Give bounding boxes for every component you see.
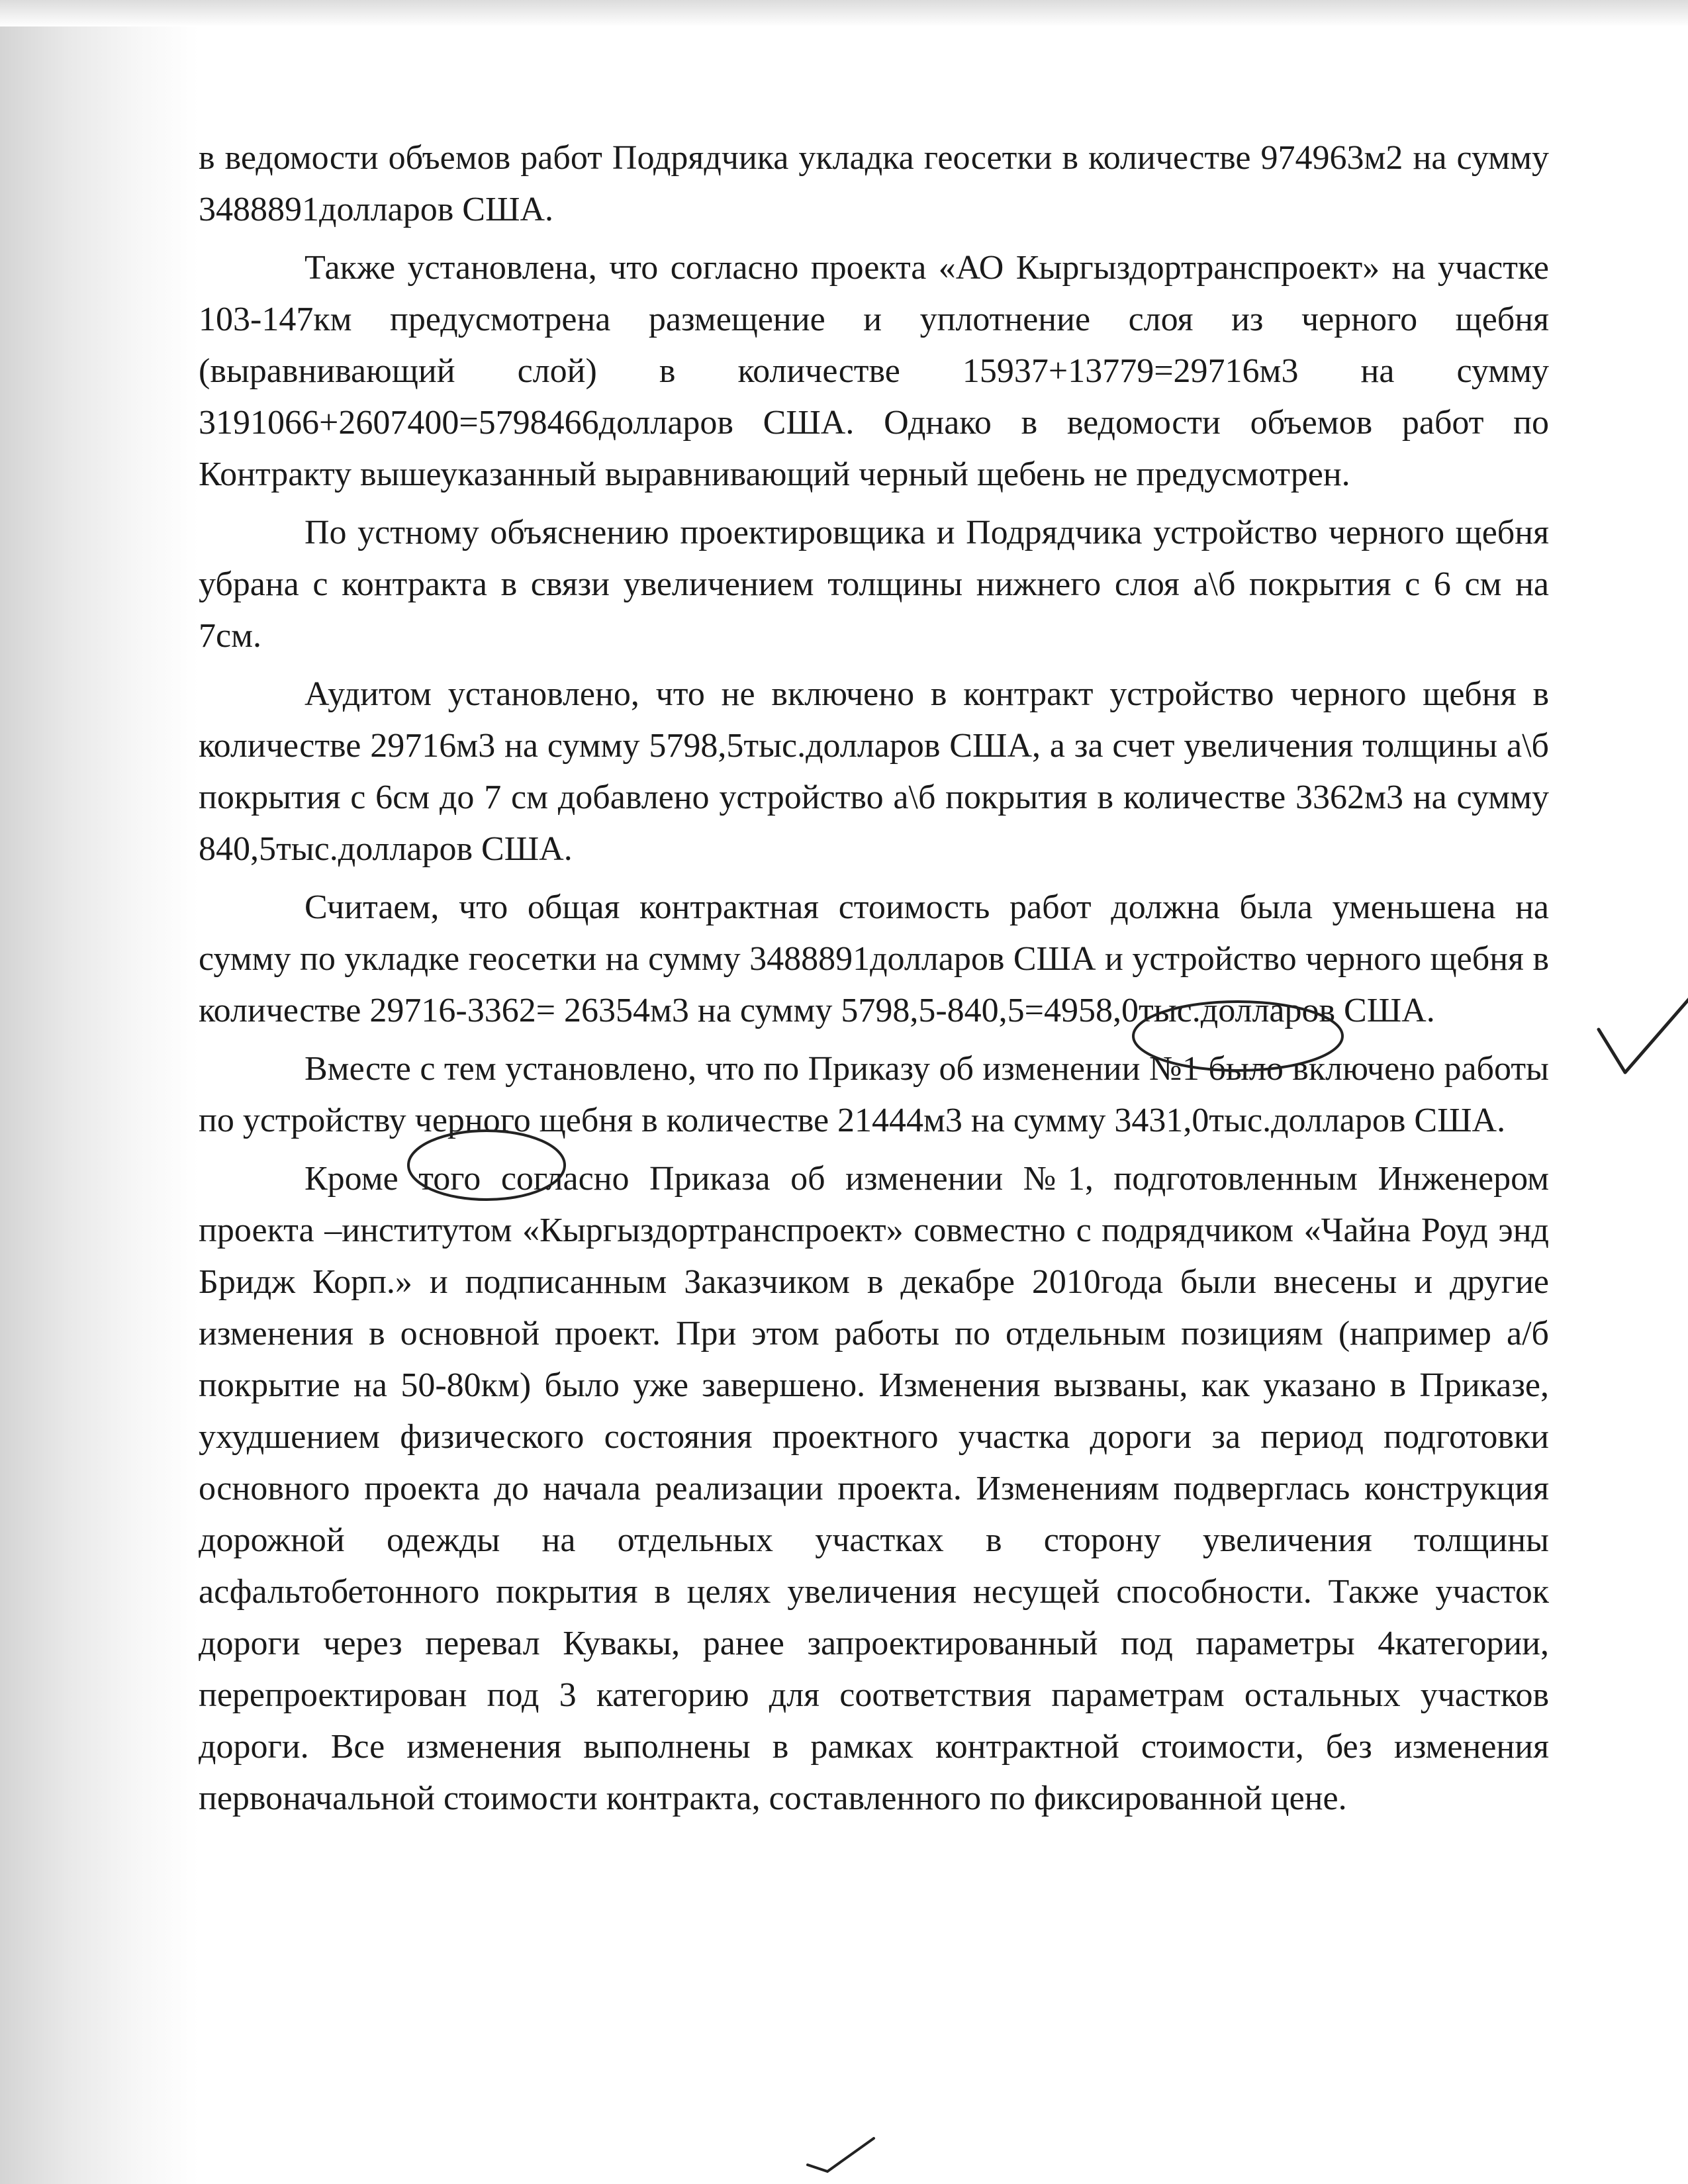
paragraph-2: Также установлена, что согласно проекта «АО Кыргыздортранспроект» на участке 103-147км предусмотрена размещение и уплотнение слоя из черного щебня (выравнивающий слой) в количестве 15937+13779=29716м3 на сумму 3191066+2607400=5798466долларов США. Однако в ведомости объемов работ по Контракту вышеуказанный выравнивающий черный щебень не предусмотрен.	[199, 249, 1549, 493]
paragraph-5: Считаем, что общая контрактная стоимость работ должна была уменьшена на сумму по укладке геосетки на сумму 3488891долларов США и устройство черного щебня в количестве 29716-3362= 26354м3 на сумму 5798,5-840,5=4958,0тыс.долларов США.	[199, 888, 1549, 1029]
handwritten-tick-icon	[801, 2132, 880, 2178]
handwritten-circle-mark	[1129, 996, 1347, 1076]
scan-edge-shadow	[0, 0, 199, 2184]
paragraph-7: Кроме того согласно Приказа об изменении №1, подготовленным Инженером проекта –институтом «Кыргыздортранспроект» совместно с подрядчиком «Чайна Роуд энд Бридж Корп.» и подписанным Заказчиком в декабре 2010года были внесены и другие изменения в основной проект. При этом работы по отдельным позициям (например а/б покрытие на 50-80км) было уже завершено. Изменения вызваны, как указано в Приказе, ухудшением физического состояния проектного участка дороги за период подготовки основного проекта до начала реализации проекта. Изменениям подверглась конструкция дорожной одежды на отдельных участках в сторону увеличения толщины асфальтобетонного покрытия в целях увеличения несущей способности. Также участок дороги через перевал Кувакы, ранее запроектированный под параметры 4категории, перепроектирован под 3 категорию для соответствия параметрам остальных участков дороги. Все изменения выполнены в рамках контрактной стоимости, без изменения первоначальной стоимости контракта, составленного по фиксированной цене.	[199, 1160, 1549, 1817]
handwritten-check-icon	[1592, 990, 1688, 1082]
paragraph-4: Аудитом установлено, что не включено в контракт устройство черного щебня в количестве 29716м3 на сумму 5798,5тыс.долларов США, а за счет увеличения толщины а\б покрытия с 6см до 7 см добавлено устройство а\б покрытия в количестве 3362м3 на сумму 840,5тыс.долларов США.	[199, 675, 1549, 868]
handwritten-circle-mark	[404, 1125, 569, 1205]
scan-top-shadow	[0, 0, 1688, 26]
document-page	[199, 132, 1549, 1831]
paragraph-1: в ведомости объемов работ Подрядчика укладка геосетки в количестве 974963м2 на сумму 3488891долларов США.	[199, 139, 1549, 228]
paragraph-3: По устному объяснению проектировщика и Подрядчика устройство черного щебня убрана с контракта в связи увеличением толщины нижнего слоя а\б покрытия с 6 см на 7см.	[199, 514, 1549, 655]
paragraph-6: Вместе с тем установлено, что по Приказу об изменении №1 было включено работы по устройству черного щебня в количестве 21444м3 на сумму 3431,0тыс.долларов США.	[199, 1050, 1549, 1139]
